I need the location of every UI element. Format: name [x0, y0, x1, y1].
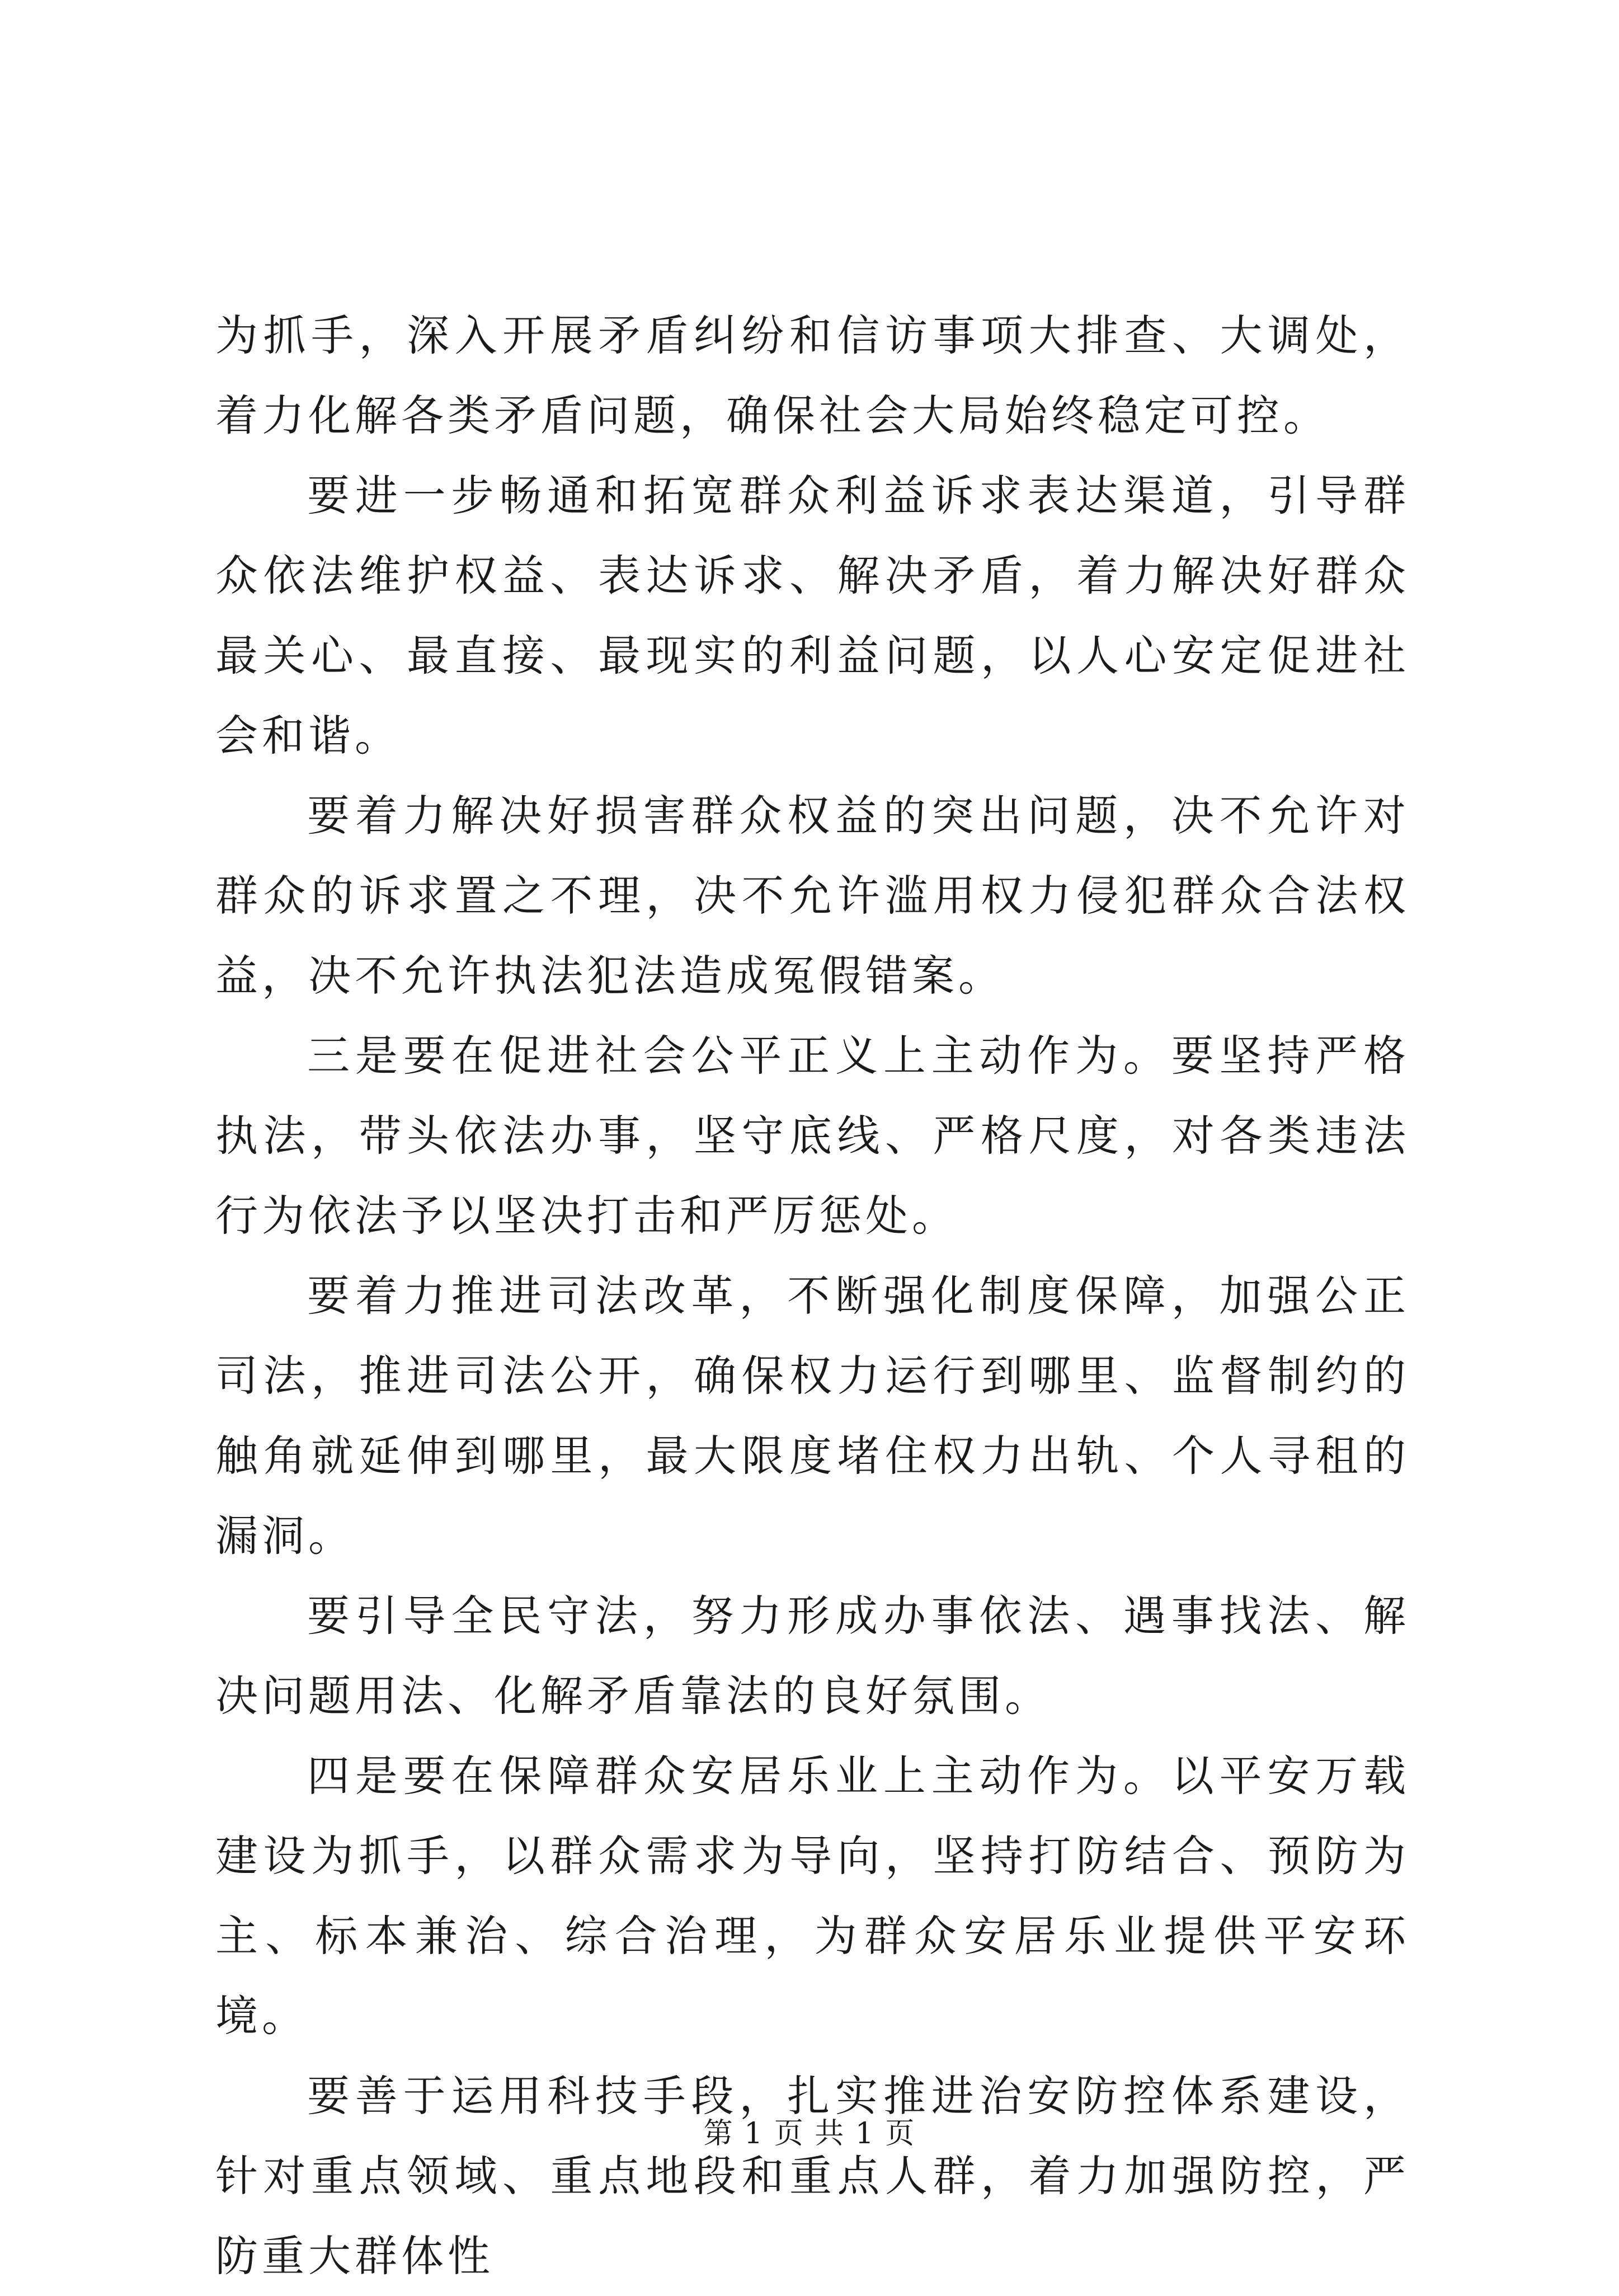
page-footer — [0, 2114, 1619, 2153]
paragraph-8: 要善于运用科技手段，扎实推进治安防控体系建设，针对重点领域、重点地段和重点人群，着力加强防控，严防重大群体性 — [215, 2071, 1410, 2281]
document-body — [215, 295, 1410, 2296]
paragraph-4: 三是要在促进社会公平正义上主动作为。要坚持严格执法，带头依法办事，坚守底线、严格尺度，对各类违法行为依法予以坚决打击和严厉惩处。 — [215, 1031, 1410, 1241]
paragraph-2: 要进一步畅通和拓宽群众利益诉求表达渠道，引导群众依法维护权益、表达诉求、解决矛盾，着力解决好群众最关心、最直接、最现实的利益问题，以人心安定促进社会和谐。 — [215, 471, 1410, 760]
paragraph-3: 要着力解决好损害群众权益的突出问题，决不允许对群众的诉求置之不理，决不允许滥用权力侵犯群众合法权益，决不允许执法犯法造成冤假错案。 — [215, 791, 1410, 1001]
paragraph-6: 要引导全民守法，努力形成办事依法、遇事找法、解决问题用法、化解矛盾靠法的良好氛围。 — [215, 1591, 1410, 1721]
paragraph-1: 为抓手，深入开展矛盾纠纷和信访事项大排查、大调处，着力化解各类矛盾问题，确保社会大局始终稳定可控。 — [215, 311, 1410, 440]
paragraph-5: 要着力推进司法改革，不断强化制度保障，加强公正司法，推进司法公开，确保权力运行到哪里、监督制约的触角就延伸到哪里，最大限度堵住权力出轨、个人寻租的漏洞。 — [215, 1271, 1410, 1561]
paragraph-7: 四是要在保障群众安居乐业上主动作为。以平安万载建设为抓手，以群众需求为导向，坚持打防结合、预防为主、标本兼治、综合治理，为群众安居乐业提供平安环境。 — [215, 1751, 1410, 2041]
page-number-label: 第 1 页 共 1 页 — [703, 2117, 916, 2151]
